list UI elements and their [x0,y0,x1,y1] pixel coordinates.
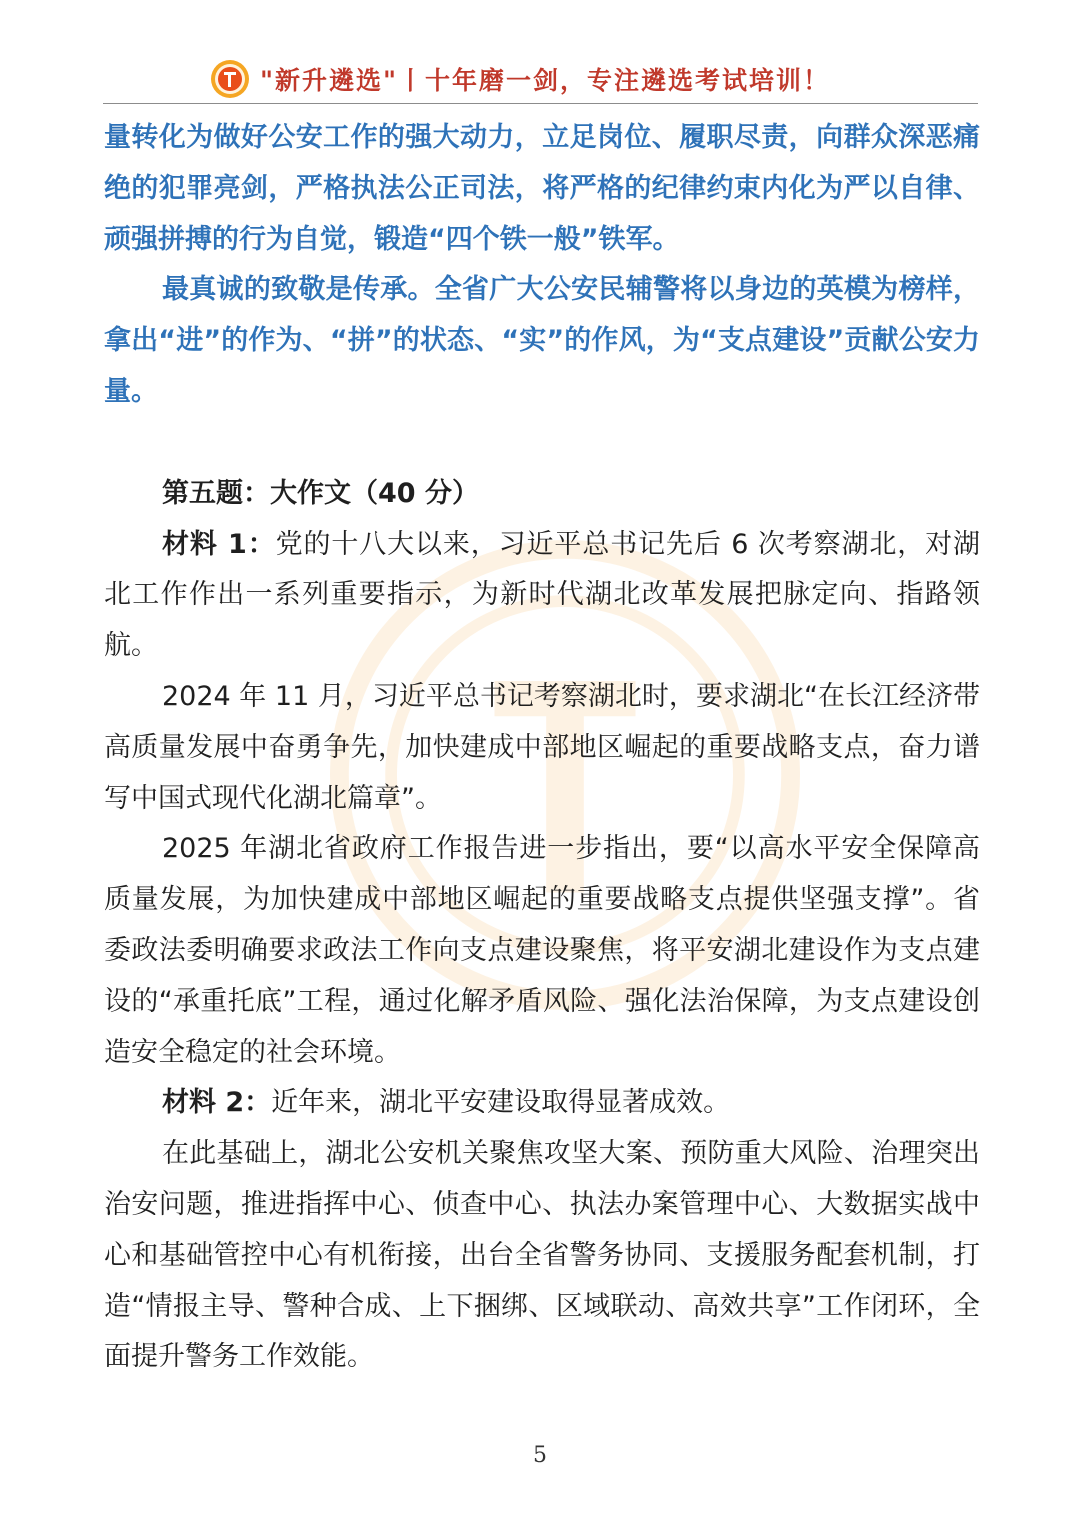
brand-logo-icon [210,59,250,99]
section-gap [104,418,980,469]
paragraph-2024: 2024 年 11 月，习近平总书记考察湖北时，要求湖北“在长江经济带高质量发展中奋勇争先，加快建成中部地区崛起的重要战略支点，奋力谱写中国式现代化湖北篇章”。 [104,680,980,814]
header-divider [103,103,978,104]
page-header [210,58,830,100]
header-slogan: "新升遴选"丨十年磨一剑，专注遴选考试培训！ [260,66,831,95]
material-1-paragraph [104,520,980,672]
material-2-label: 材料 2： [162,1087,272,1119]
paragraph-basis: 在此基础上，湖北公安机关聚焦攻坚大案、预防重大风险、治理突出治安问题，推进指挥中心、侦查中心、执法办案管理中心、大数据实战中心和基础管控中心有机衔接，出台全省警务协同、支援服务配套机制，打造“情报主导、警种合成、上下捆绑、区域联动、高效共享”工作闭环，全面提升警务工作效能。 [104,1138,980,1373]
page-number: 5 [533,1443,547,1468]
blue-paragraph-2: 最真诚的致敬是传承。全省广大公安民辅警将以身边的英模为榜样，拿出“进”的作为、“拼”的状态、“实”的作风，为“支点建设”贡献公安力量。 [104,274,980,407]
blue-paragraph-1: 量转化为做好公安工作的强大动力，立足岗位、履职尽责，向群众深恶痛绝的犯罪亮剑，严格执法公正司法，将严格的纪律约束内化为严以自律、顽强拼搏的行为自觉，锻造“四个铁一般”铁军。 [104,122,980,255]
document-body [104,113,980,1383]
material-1-text: 党的十八大以来，习近平总书记先后 6 次考察湖北，对湖北工作作出一系列重要指示，为新时代湖北改革发展把脉定向、指路领航。 [104,528,981,662]
paragraph-2025: 2025 年湖北省政府工作报告进一步指出，要“以高水平安全保障高质量发展，为加快建成中部地区崛起的重要战略支点提供坚强支撑”。省委政法委明确要求政法工作向支点建设聚焦，将平安湖北建设作为支点建设的“承重托底”工程，通过化解矛盾风险、强化法治保障，为支点建设创造安全稳定的社会环境。 [104,833,980,1068]
material-2-text: 近年来，湖北平安建设取得显著成效。 [271,1087,731,1119]
material-2-paragraph [104,1078,980,1129]
question-title: 第五题：大作文（40 分） [162,477,479,509]
material-1-label: 材料 1： [162,528,276,560]
